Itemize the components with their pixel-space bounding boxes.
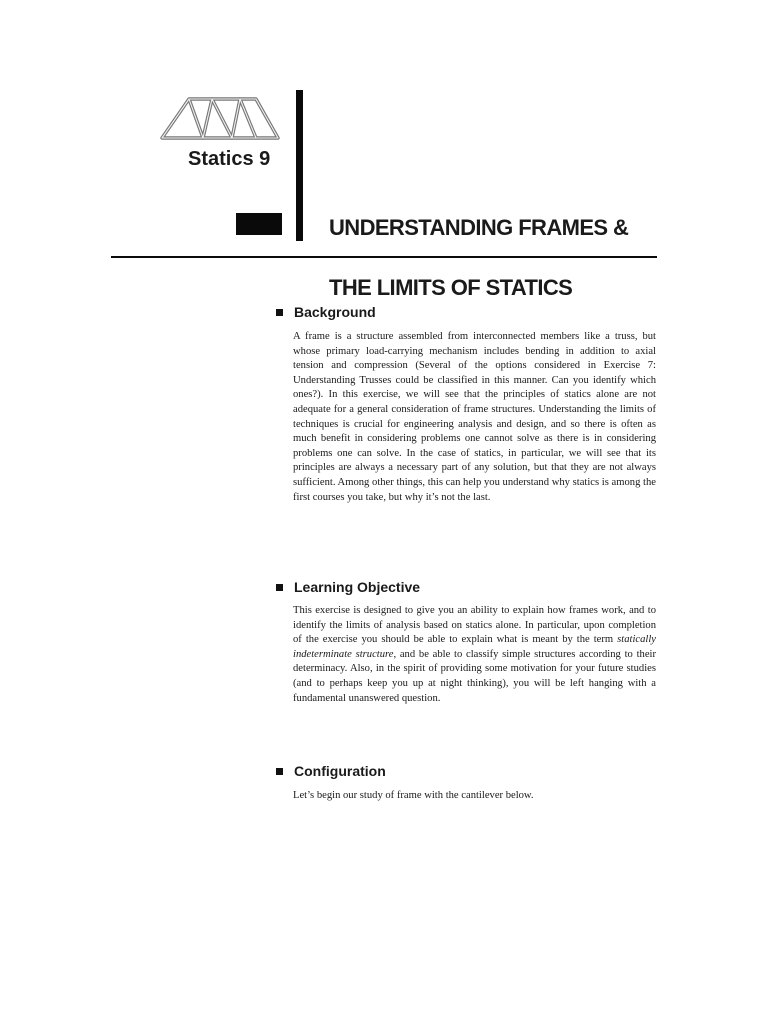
square-bullet-icon [276,309,283,316]
header-rule [111,256,657,258]
emphasized-term: statically indeterminate structure [293,634,656,660]
learning-objective-paragraph [293,604,656,706]
section-heading-text: Configuration [294,763,386,779]
paragraph-text: , and be able to classify simple structures according to their determinacy. Also, in the spirit of providing some motivation for your future studies (and to perhaps keep you up at night thinking), you will be left hanging with a fundamental unanswered question. [293,648,656,704]
chapter-tab-marker [236,213,282,235]
section-heading-configuration [276,763,386,779]
chapter-label: Statics 9 [188,148,271,170]
section-heading-text: Background [294,304,376,320]
square-bullet-icon [276,584,283,591]
configuration-paragraph: Let’s begin our study of frame with the cantilever below. [293,790,534,801]
section-heading-text: Learning Objective [294,579,421,595]
title-line-1: UNDERSTANDING FRAMES & [329,215,629,240]
truss-logo [158,96,282,142]
section-heading-learning-objective [276,579,420,595]
section-heading-background [276,304,376,320]
square-bullet-icon [276,768,283,775]
title-line-2: THE LIMITS OF STATICS [329,275,573,300]
paragraph-text: This exercise is designed to give you an ability to explain how frames work, and to identify the limits of analysis based on statics alone. In particular, upon completion of the exercise you should be able to explain what is meant by the term [293,605,656,646]
header-divider-bar [296,90,303,241]
page-title [329,183,669,333]
background-paragraph: A frame is a structure assembled from interconnected members like a truss, but whose primary load-carrying mechanism includes bending in addition to axial tension and compression (Several of the options considered in Exercise 7: Understanding Trusses could be classified in this manner. Can you identify which ones?). In this exercise, we will see that the principles of statics alone are not adequate for a general consideration of frame structures. Understanding the limits of techniques is crucial for engineering analysis and design, and so there is often as much benefit in considering problems one cannot solve as there is in considering problems one can solve. In the case of statics, in particular, we will see that its principles are always a necessary part of any solution, but that they are not always sufficient. Among other things, this can help you understand why statics is among the first courses you take, but why it’s not the last. [293,331,656,503]
